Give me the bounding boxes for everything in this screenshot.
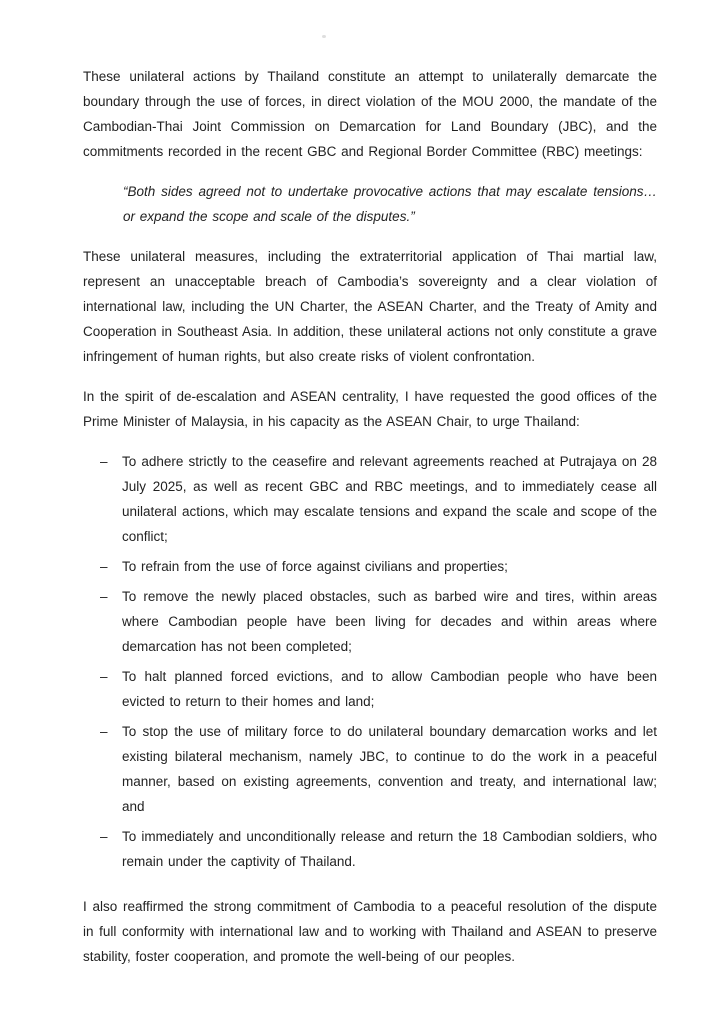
paragraph-asean-request: In the spirit of de-escalation and ASEAN centrality, I have requested the good offices of the Prime Minister of Malaysia, in his capacity as the ASEAN Chair, to urge Thailand: bbox=[83, 389, 657, 429]
dash-bullet: – bbox=[100, 669, 108, 684]
list-item-text: To immediately and unconditionally release and return the 18 Cambodian soldiers, who remain under the captivity of Thailand. bbox=[122, 829, 657, 869]
demands-list bbox=[83, 449, 657, 874]
dash-bullet: – bbox=[100, 454, 108, 469]
list-item-text: To adhere strictly to the ceasefire and relevant agreements reached at Putrajaya on 28 July 2025, as well as recent GBC and RBC meetings, and to immediately cease all unilateral actions, which may escalate tensions and expand the scale and scope of the conflict; bbox=[122, 454, 657, 544]
paragraph-unilateral-actions: These unilateral actions by Thailand constitute an attempt to unilaterally demarcate the boundary through the use of forces, in direct violation of the MOU 2000, the mandate of the Cambodian-Thai Joint Commission on Demarcation for Land Boundary (JBC), and the commitments recorded in the recent GBC and Regional Border Committee (RBC) meetings: bbox=[83, 69, 657, 159]
list-item-text: To remove the newly placed obstacles, such as barbed wire and tires, within areas where Cambodian people have been living for decades and within areas where demarcation has not been completed; bbox=[122, 589, 657, 654]
list-item-text: To stop the use of military force to do unilateral boundary demarcation works and let existing bilateral mechanism, namely JBC, to continue to do the work in a peaceful manner, based on existing agreements, convention and treaty, and international law; and bbox=[122, 724, 657, 814]
list-item-release-soldiers bbox=[100, 824, 657, 874]
dash-bullet: – bbox=[100, 559, 108, 574]
list-item-halt-evictions bbox=[100, 664, 657, 714]
list-item-refrain-force bbox=[100, 554, 657, 579]
list-item-text: To refrain from the use of force against civilians and properties; bbox=[122, 559, 508, 574]
scan-speck bbox=[322, 35, 326, 38]
list-item-stop-military-demarcation bbox=[100, 719, 657, 819]
paragraph-reaffirmation: I also reaffirmed the strong commitment of Cambodia to a peaceful resolution of the dispute in full conformity with international law and to working with Thailand and ASEAN to preserve stability, foster cooperation, and promote the well-being of our peoples. bbox=[83, 899, 657, 964]
dash-bullet: – bbox=[100, 589, 108, 604]
blockquote-agreement: “Both sides agreed not to undertake provocative actions that may escalate tensions… or expand the scope and scale of the disputes.” bbox=[123, 184, 657, 224]
list-item-text: To halt planned forced evictions, and to allow Cambodian people who have been evicted to return to their homes and land; bbox=[122, 669, 657, 709]
paragraph-unilateral-measures: These unilateral measures, including the extraterritorial application of Thai martial law, represent an unacceptable breach of Cambodia’s sovereignty and a clear violation of international law, including the UN Charter, the ASEAN Charter, and the Treaty of Amity and Cooperation in Southeast Asia. In addition, these unilateral actions not only constitute a grave infringement of human rights, but also create risks of violent confrontation. bbox=[83, 249, 657, 364]
dash-bullet: – bbox=[100, 829, 108, 844]
list-item-ceasefire bbox=[100, 449, 657, 549]
dash-bullet: – bbox=[100, 724, 108, 739]
list-item-remove-obstacles bbox=[100, 584, 657, 659]
